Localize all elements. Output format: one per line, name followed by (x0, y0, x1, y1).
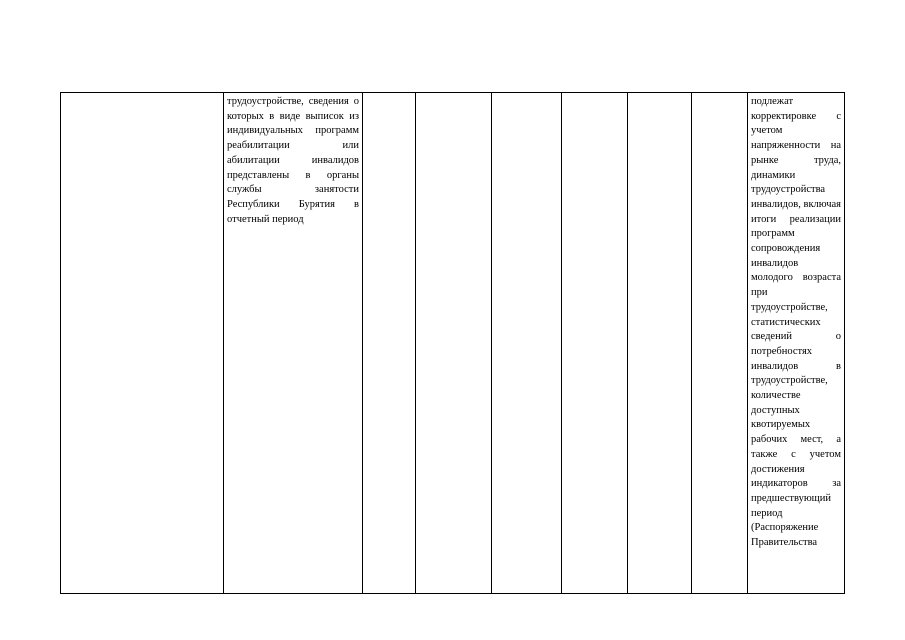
table-cell-col6 (562, 93, 628, 594)
table-cell-col5 (492, 93, 562, 594)
table-cell-col3 (363, 93, 416, 594)
cell-col9-text: подлежат корректировке с учетом напряженности на рынке труда, динамики трудоустройства инвалидов, включая итоги реализации программ сопровождения инвалидов молодого возраста при трудоустройстве, статистических сведений о потребностях инвалидов в трудоустройстве, количестве доступных квотируемых рабочих мест, а также с учетом достижения индикаторов за предшествующий период (Распоряжение Правительства (751, 96, 841, 549)
table-cell-col9 (748, 93, 845, 594)
document-table (60, 92, 845, 594)
table-cell-col2 (224, 93, 363, 594)
cell-col2-text: трудоустройстве, сведения о которых в виде выписок из индивидуальных программ реабилитации или абилитации инвалидов представлены в органы службы занятости Республики Бурятия в отчетный период (227, 96, 359, 225)
table-row (61, 93, 845, 594)
table-cell-col8 (692, 93, 748, 594)
table-cell-col7 (628, 93, 692, 594)
table-cell-col1 (61, 93, 224, 594)
table-cell-col4 (416, 93, 492, 594)
